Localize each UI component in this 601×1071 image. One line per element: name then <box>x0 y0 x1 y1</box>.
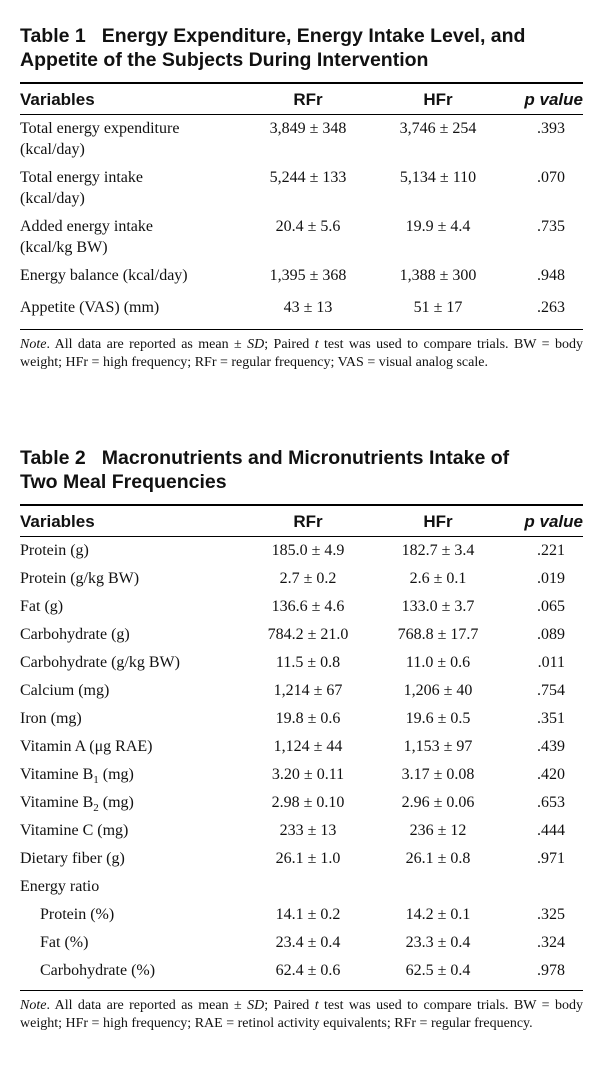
rfr-value: 11.5 ± 0.8 <box>275 654 341 671</box>
p-value: .221 <box>537 542 565 559</box>
table-row <box>20 764 583 792</box>
note-text-b: ; Paired <box>264 337 315 352</box>
row-label-text: Carbohydrate (g) <box>20 626 130 643</box>
table-title-line-1: Macronutrients and Micronutrients Intake of <box>101 447 510 469</box>
p-value: .948 <box>537 267 565 284</box>
table-row <box>20 708 583 736</box>
row-label <box>20 904 243 925</box>
table-row <box>20 216 583 258</box>
hfr-value: 19.9 ± 4.4 <box>405 218 471 235</box>
p-value: .263 <box>537 299 565 316</box>
table-row <box>20 568 583 596</box>
row-label <box>20 680 243 701</box>
row-label <box>20 932 243 953</box>
row-label <box>20 960 243 981</box>
table-row <box>20 932 583 960</box>
row-label-text: Protein (%) <box>40 906 115 923</box>
table-row <box>20 540 583 568</box>
note-text-c: test was used to compare trials. BW = body weight; HFr = high frequency; RAE = retinol activity equivalents; RFr = regular frequency. <box>20 998 583 1031</box>
table-row <box>20 904 583 932</box>
rfr-value: 2.7 ± 0.2 <box>279 570 337 587</box>
table-header <box>20 506 583 532</box>
table-2-note <box>20 997 583 1033</box>
row-label <box>20 876 243 897</box>
table-header <box>20 84 583 110</box>
row-label <box>20 736 243 757</box>
row-label <box>20 820 243 841</box>
rfr-value: 14.1 ± 0.2 <box>275 906 341 923</box>
table-row <box>20 624 583 652</box>
row-label <box>20 848 243 869</box>
row-label-text: Protein (g) <box>20 542 89 559</box>
row-label-text: Vitamine C (mg) <box>20 822 129 839</box>
row-label-line-2: (kcal/day) <box>20 190 85 207</box>
header-hfr: HFr <box>423 90 453 109</box>
row-label-text: Carbohydrate (g/kg BW) <box>20 654 180 671</box>
p-value: .089 <box>537 626 565 643</box>
row-label <box>20 596 243 617</box>
p-value: .325 <box>537 906 565 923</box>
p-value: .439 <box>537 738 565 755</box>
table-row <box>20 736 583 764</box>
p-value: .324 <box>537 934 565 951</box>
table-1 <box>20 24 583 372</box>
table-row <box>20 820 583 848</box>
hfr-value: 1,206 ± 40 <box>403 682 473 699</box>
note-text-c: test was used to compare trials. BW = body weight; HFr = high frequency; RFr = regular frequency; VAS = visual analog scale. <box>20 337 583 370</box>
rfr-value: 43 ± 13 <box>283 299 333 316</box>
row-label <box>20 118 243 160</box>
p-value: .754 <box>537 682 565 699</box>
table-2 <box>20 446 583 1033</box>
table-row <box>20 118 583 160</box>
note-text-a: . All data are reported as mean ± <box>46 998 248 1013</box>
p-value: .971 <box>537 850 565 867</box>
rfr-value: 5,244 ± 133 <box>269 169 347 186</box>
table-title-line-1: Energy Expenditure, Energy Intake Level, and <box>101 25 526 47</box>
row-label-line-2: (kcal/day) <box>20 141 85 158</box>
p-value: .011 <box>537 654 565 671</box>
rfr-value: 2.98 ± 0.10 <box>271 794 345 811</box>
p-value: .653 <box>537 794 565 811</box>
row-label-text: Calcium (mg) <box>20 682 110 699</box>
p-value: .070 <box>537 169 565 186</box>
rfr-value: 136.6 ± 4.6 <box>271 598 345 615</box>
hfr-value: 19.6 ± 0.5 <box>405 710 471 727</box>
row-label-text: Protein (g/kg BW) <box>20 570 140 587</box>
row-label-text: Energy ratio <box>20 878 100 895</box>
header-rfr: RFr <box>293 90 323 109</box>
row-label-text: Iron (mg) <box>20 710 82 727</box>
header-variables: Variables <box>20 90 95 109</box>
p-value: .393 <box>537 120 565 137</box>
note-t: t <box>314 998 319 1013</box>
row-label <box>20 540 243 561</box>
row-label <box>20 167 243 209</box>
row-label-text: Added energy intake <box>20 218 153 235</box>
note-text-b: ; Paired <box>264 998 315 1013</box>
table-2-body <box>20 537 583 988</box>
row-label-line-2: (kcal/kg BW) <box>20 239 108 256</box>
rfr-value: 20.4 ± 5.6 <box>275 218 341 235</box>
hfr-value: 1,153 ± 97 <box>403 738 473 755</box>
row-label-text: Fat (g) <box>20 598 64 615</box>
table-2-title <box>20 446 583 494</box>
hfr-value: 51 ± 17 <box>413 299 463 316</box>
table-row <box>20 596 583 624</box>
p-value: .019 <box>537 570 565 587</box>
table-row <box>20 297 583 322</box>
header-variables: Variables <box>20 512 95 531</box>
note-text-a: . All data are reported as mean ± <box>46 337 248 352</box>
note-label: Note <box>20 337 47 352</box>
rfr-value: 784.2 ± 21.0 <box>267 626 349 643</box>
table-row <box>20 848 583 876</box>
p-value: .444 <box>537 822 565 839</box>
table-row <box>20 265 583 290</box>
header-p-value: p value <box>524 90 583 109</box>
rfr-value: 3,849 ± 348 <box>269 120 347 137</box>
note-t: t <box>314 337 319 352</box>
table-number: Table 1 <box>20 25 86 47</box>
table-row <box>20 652 583 680</box>
rfr-value: 1,395 ± 368 <box>269 267 347 284</box>
row-label <box>20 265 243 286</box>
row-label-text: Appetite (VAS) (mm) <box>20 299 160 316</box>
row-label-text: Dietary fiber (g) <box>20 850 125 867</box>
note-sd: SD <box>247 998 265 1013</box>
rfr-value: 3.20 ± 0.11 <box>271 766 345 783</box>
bottom-rule <box>20 329 583 330</box>
hfr-value: 5,134 ± 110 <box>399 169 477 186</box>
row-label-text: Fat (%) <box>40 934 89 951</box>
row-label-text: Total energy intake <box>20 169 143 186</box>
table-title-line-2: Two Meal Frequencies <box>20 471 227 493</box>
table-1-note <box>20 336 583 372</box>
p-value: .735 <box>537 218 565 235</box>
row-label-text: Vitamine B <box>20 794 94 811</box>
p-value: .978 <box>537 962 565 979</box>
header-p-value: p value <box>524 512 583 531</box>
row-label-text: Total energy expenditure <box>20 120 180 137</box>
rfr-value: 19.8 ± 0.6 <box>275 710 341 727</box>
rfr-value: 62.4 ± 0.6 <box>275 962 341 979</box>
note-label: Note <box>20 998 47 1013</box>
row-label <box>20 708 243 729</box>
row-label-text: Vitamine B <box>20 766 94 783</box>
hfr-value: 768.8 ± 17.7 <box>397 626 479 643</box>
row-label <box>20 216 243 258</box>
table-1-body <box>20 115 583 322</box>
row-label <box>20 792 243 819</box>
row-label <box>20 764 243 791</box>
row-label <box>20 568 243 589</box>
table-row <box>20 167 583 209</box>
hfr-value: 2.96 ± 0.06 <box>401 794 475 811</box>
hfr-value: 2.6 ± 0.1 <box>409 570 467 587</box>
table-row <box>20 960 583 988</box>
row-label-text: Carbohydrate (%) <box>40 962 156 979</box>
row-label-tail: (mg) <box>98 794 134 811</box>
row-label-text: Energy balance (kcal/day) <box>20 267 188 284</box>
hfr-value: 3,746 ± 254 <box>399 120 477 137</box>
row-label-subscript: 1 <box>93 774 99 787</box>
rfr-value: 23.4 ± 0.4 <box>275 934 341 951</box>
hfr-value: 3.17 ± 0.08 <box>401 766 475 783</box>
row-label <box>20 624 243 645</box>
table-row <box>20 792 583 820</box>
rfr-value: 26.1 ± 1.0 <box>275 850 341 867</box>
hfr-value: 26.1 ± 0.8 <box>405 850 471 867</box>
hfr-value: 236 ± 12 <box>409 822 467 839</box>
table-row <box>20 876 583 904</box>
row-label <box>20 652 243 673</box>
rfr-value: 1,124 ± 44 <box>273 738 343 755</box>
table-number: Table 2 <box>20 447 86 469</box>
note-sd: SD <box>247 337 265 352</box>
row-label-text: Vitamin A (μg RAE) <box>20 738 153 755</box>
hfr-value: 14.2 ± 0.1 <box>405 906 471 923</box>
hfr-value: 23.3 ± 0.4 <box>405 934 471 951</box>
header-hfr: HFr <box>423 512 453 531</box>
hfr-value: 11.0 ± 0.6 <box>405 654 471 671</box>
table-title-line-2: Appetite of the Subjects During Intervention <box>20 49 429 71</box>
rfr-value: 233 ± 13 <box>279 822 337 839</box>
rfr-value: 185.0 ± 4.9 <box>271 542 345 559</box>
row-label-subscript: 2 <box>93 802 99 815</box>
row-label-tail: (mg) <box>98 766 134 783</box>
rfr-value: 1,214 ± 67 <box>273 682 343 699</box>
table-row <box>20 680 583 708</box>
table-1-title <box>20 24 583 72</box>
row-label <box>20 297 243 318</box>
bottom-rule <box>20 990 583 991</box>
p-value: .065 <box>537 598 565 615</box>
hfr-value: 133.0 ± 3.7 <box>401 598 475 615</box>
p-value: .351 <box>537 710 565 727</box>
hfr-value: 62.5 ± 0.4 <box>405 962 471 979</box>
hfr-value: 182.7 ± 3.4 <box>401 542 475 559</box>
header-rfr: RFr <box>293 512 323 531</box>
p-value: .420 <box>537 766 565 783</box>
hfr-value: 1,388 ± 300 <box>399 267 477 284</box>
